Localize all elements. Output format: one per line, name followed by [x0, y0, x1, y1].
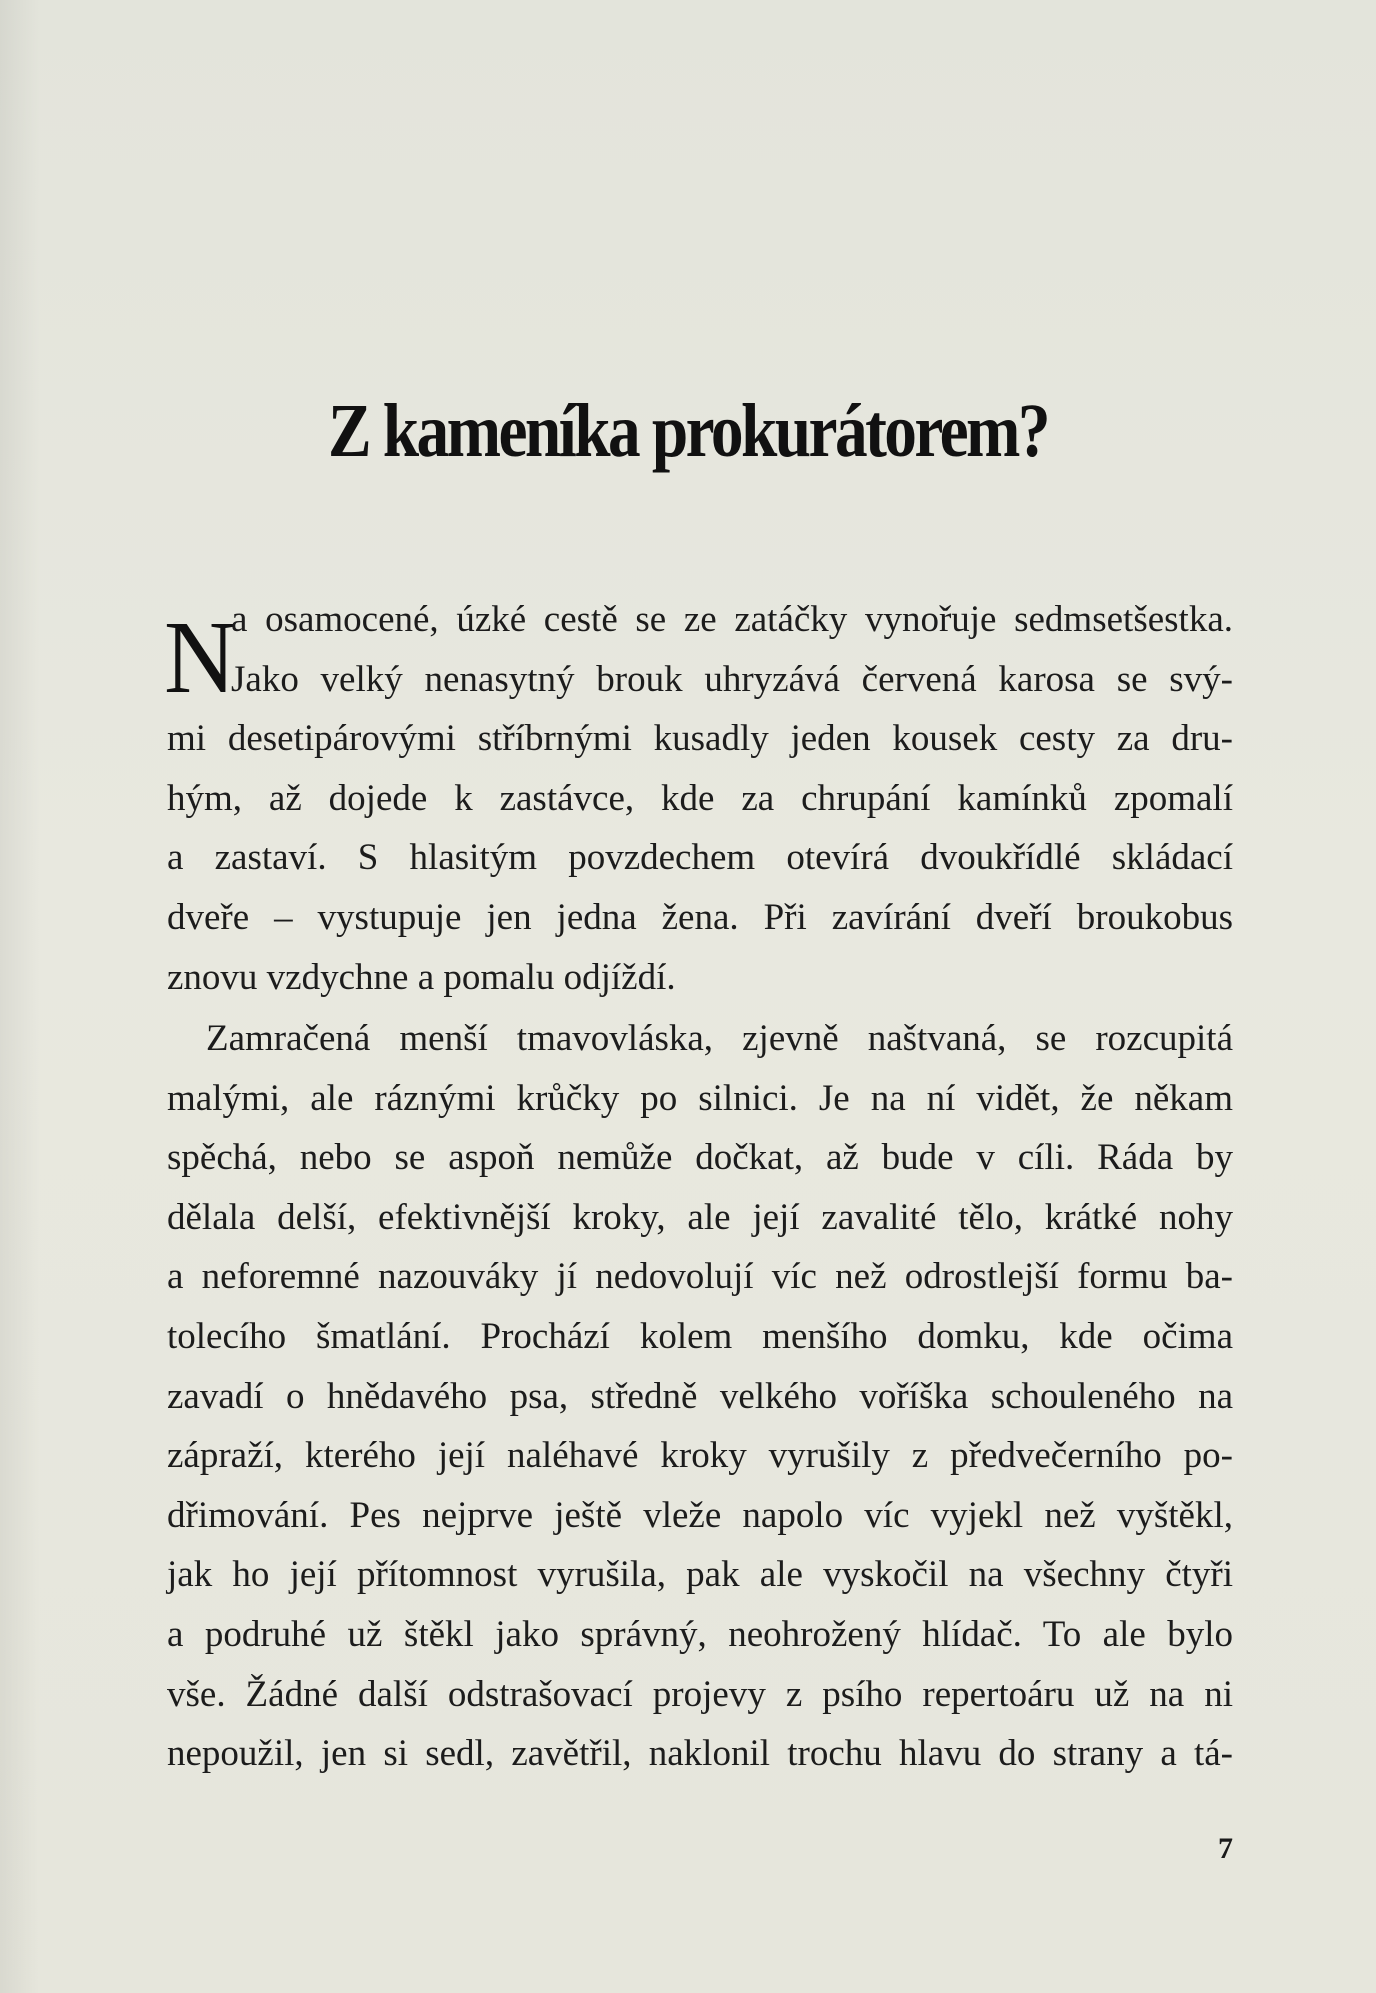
text-line: dveře – vystupuje jen jedna žena. Při zavírání dveří broukobus — [167, 896, 1233, 938]
text-line: zápraží, kterého její naléhavé kroky vyrušily z předvečerního po- — [167, 1435, 1233, 1477]
text-line: a neforemné nazouváky jí nedovolují víc než odrostlejší formu ba- — [167, 1256, 1233, 1298]
text-line: dělala delší, efektivnější kroky, ale její zavalité tělo, krátké nohy — [167, 1196, 1233, 1238]
text-line: dřimování. Pes nejprve ještě vleže napolo víc vyjekl než vyštěkl, — [167, 1494, 1233, 1536]
text-line: znovu vzdychne a pomalu odjíždí. — [167, 956, 676, 998]
paragraph-1 — [167, 590, 1233, 1007]
page-number: 7 — [1218, 1832, 1233, 1865]
text-line: zavadí o hnědavého psa, středně velkého voříška schouleného na — [167, 1375, 1233, 1417]
text-line: malými, ale ráznými krůčky po silnici. Je na ní vidět, že někam — [167, 1077, 1233, 1119]
text-line: a osamocené, úzké cestě se ze zatáčky vynořuje sedmsetšestka. — [231, 599, 1233, 640]
chapter-title: Z kameníka prokurátorem? — [327, 389, 1049, 473]
text-line: nepoužil, jen si sedl, zavětřil, naklonil trochu hlavu do strany a tá- — [167, 1733, 1233, 1775]
paragraph-2 — [167, 1009, 1233, 1784]
drop-cap: N — [164, 600, 237, 715]
text-line: hým, až dojede k zastávce, kde za chrupání kamínků zpomalí — [167, 777, 1233, 819]
text-line: vše. Žádné další odstrašovací projevy z psího repertoáru už na ni — [167, 1673, 1233, 1715]
text-line: a podruhé už štěkl jako správný, neohrožený hlídač. To ale bylo — [167, 1613, 1233, 1655]
text-line: spěchá, nebo se aspoň nemůže dočkat, až bude v cíli. Ráda by — [167, 1137, 1233, 1179]
page-gutter-shadow — [0, 0, 40, 1993]
text-line: tolecího šmatlání. Prochází kolem menšího domku, kde očima — [167, 1315, 1233, 1357]
text-line: mi desetipárovými stříbrnými kusadly jeden kousek cesty za dru- — [167, 718, 1233, 760]
text-line: a zastaví. S hlasitým povzdechem otevírá dvoukřídlé skládací — [167, 837, 1233, 879]
text-line: Zamračená menší tmavovláska, zjevně naštvaná, se rozcupitá — [206, 1018, 1233, 1059]
text-line: Jako velký nenasytný brouk uhryzává červená karosa se svý- — [231, 658, 1233, 700]
text-line: jak ho její přítomnost vyrušila, pak ale vyskočil na všechny čtyři — [167, 1554, 1233, 1596]
